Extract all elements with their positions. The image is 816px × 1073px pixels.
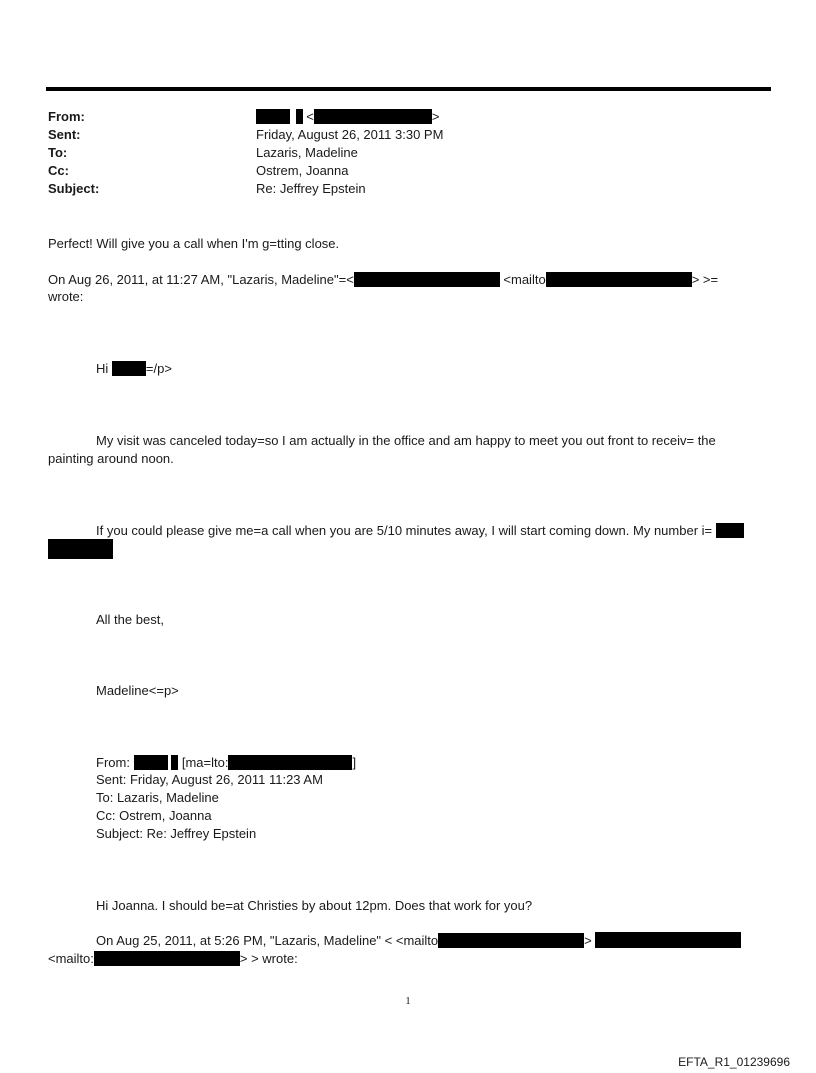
call-text: If you could please give me=a call when you are 5/10 minutes away, I will start coming down. My number i= <box>96 523 713 538</box>
subject-value: Re: Jeffrey Epstein <box>256 181 366 196</box>
quote2-gt: > <box>584 933 592 948</box>
document-id: EFTA_R1_01239696 <box>678 1055 790 1069</box>
redaction <box>314 109 432 124</box>
header-to-row <box>48 144 748 162</box>
quote-end: > >= <box>691 272 719 287</box>
call-line-1 <box>96 522 744 539</box>
cc-label: Cc: <box>48 163 69 178</box>
redaction <box>716 523 744 538</box>
from-gt: > <box>431 109 440 124</box>
from-lt: < <box>306 109 314 124</box>
call-line-2 <box>48 539 113 560</box>
to-label: To: <box>48 145 68 160</box>
greeting-tail: =/p> <box>145 361 172 376</box>
quote-line-2b <box>48 950 298 967</box>
redaction <box>134 755 168 770</box>
forward-cc-line: Cc: Ostrem, Joanna <box>96 808 212 823</box>
subject-label: Subject: <box>48 181 100 196</box>
sent-value: Friday, August 26, 2011 3:30 PM <box>256 127 444 142</box>
greeting-line <box>96 360 172 377</box>
from-label: From: <box>48 109 85 124</box>
quote2-mailto: <mailto: <box>48 951 94 966</box>
header-from-row <box>48 108 748 126</box>
email-header <box>48 108 748 198</box>
greeting-text: Hi <box>96 361 109 376</box>
forward-from-end: ] <box>352 755 357 770</box>
visit-line-2: painting around noon. <box>48 451 174 466</box>
forward-sent-line: Sent: Friday, August 26, 2011 11:23 AM <box>96 772 323 787</box>
from-value <box>256 108 439 126</box>
redaction <box>256 109 290 124</box>
redaction <box>112 361 146 376</box>
redaction <box>546 272 692 287</box>
quote-line-2 <box>96 932 741 949</box>
header-subject-row <box>48 180 748 198</box>
quote2-end: > > wrote: <box>239 951 298 966</box>
forward-from-line <box>96 754 356 771</box>
redaction <box>48 539 113 559</box>
redaction <box>438 933 584 948</box>
header-cc-row <box>48 162 748 180</box>
closing-line: All the best, <box>96 612 164 627</box>
quote-text: On Aug 26, 2011, at 11:27 AM, "Lazaris, Madeline"=< <box>48 272 354 287</box>
redaction <box>354 272 500 287</box>
sent-label: Sent: <box>48 127 81 142</box>
quote-line-1b: wrote: <box>48 289 84 304</box>
forward-from-mailto: [ma=lto: <box>181 755 229 770</box>
redaction <box>296 109 303 124</box>
redaction <box>228 755 352 770</box>
redaction <box>94 951 240 966</box>
forward-to-line: To: Lazaris, Madeline <box>96 790 219 805</box>
body-paragraph-1: Perfect! Will give you a call when I'm g=tting close. <box>48 236 340 251</box>
redaction <box>595 932 741 948</box>
quote-mailto: <mailto <box>503 272 546 287</box>
page-number: 1 <box>405 995 411 1007</box>
quote2-text: On Aug 25, 2011, at 5:26 PM, "Lazaris, Madeline" < <mailto <box>96 933 439 948</box>
reply-line: Hi Joanna. I should be=at Christies by about 12pm. Does that work for you? <box>96 898 533 913</box>
signature-line: Madeline<=p> <box>96 683 179 698</box>
redaction <box>171 755 178 770</box>
forward-from-label: From: <box>96 755 130 770</box>
forward-subject-line: Subject: Re: Jeffrey Epstein <box>96 826 257 841</box>
cc-value: Ostrem, Joanna <box>256 163 349 178</box>
header-sent-row <box>48 126 748 144</box>
visit-line-1: My visit was canceled today=so I am actually in the office and am happy to meet you out front to receiv= the <box>96 433 716 448</box>
quote-line-1 <box>48 271 718 288</box>
header-rule <box>46 87 771 91</box>
to-value: Lazaris, Madeline <box>256 145 358 160</box>
